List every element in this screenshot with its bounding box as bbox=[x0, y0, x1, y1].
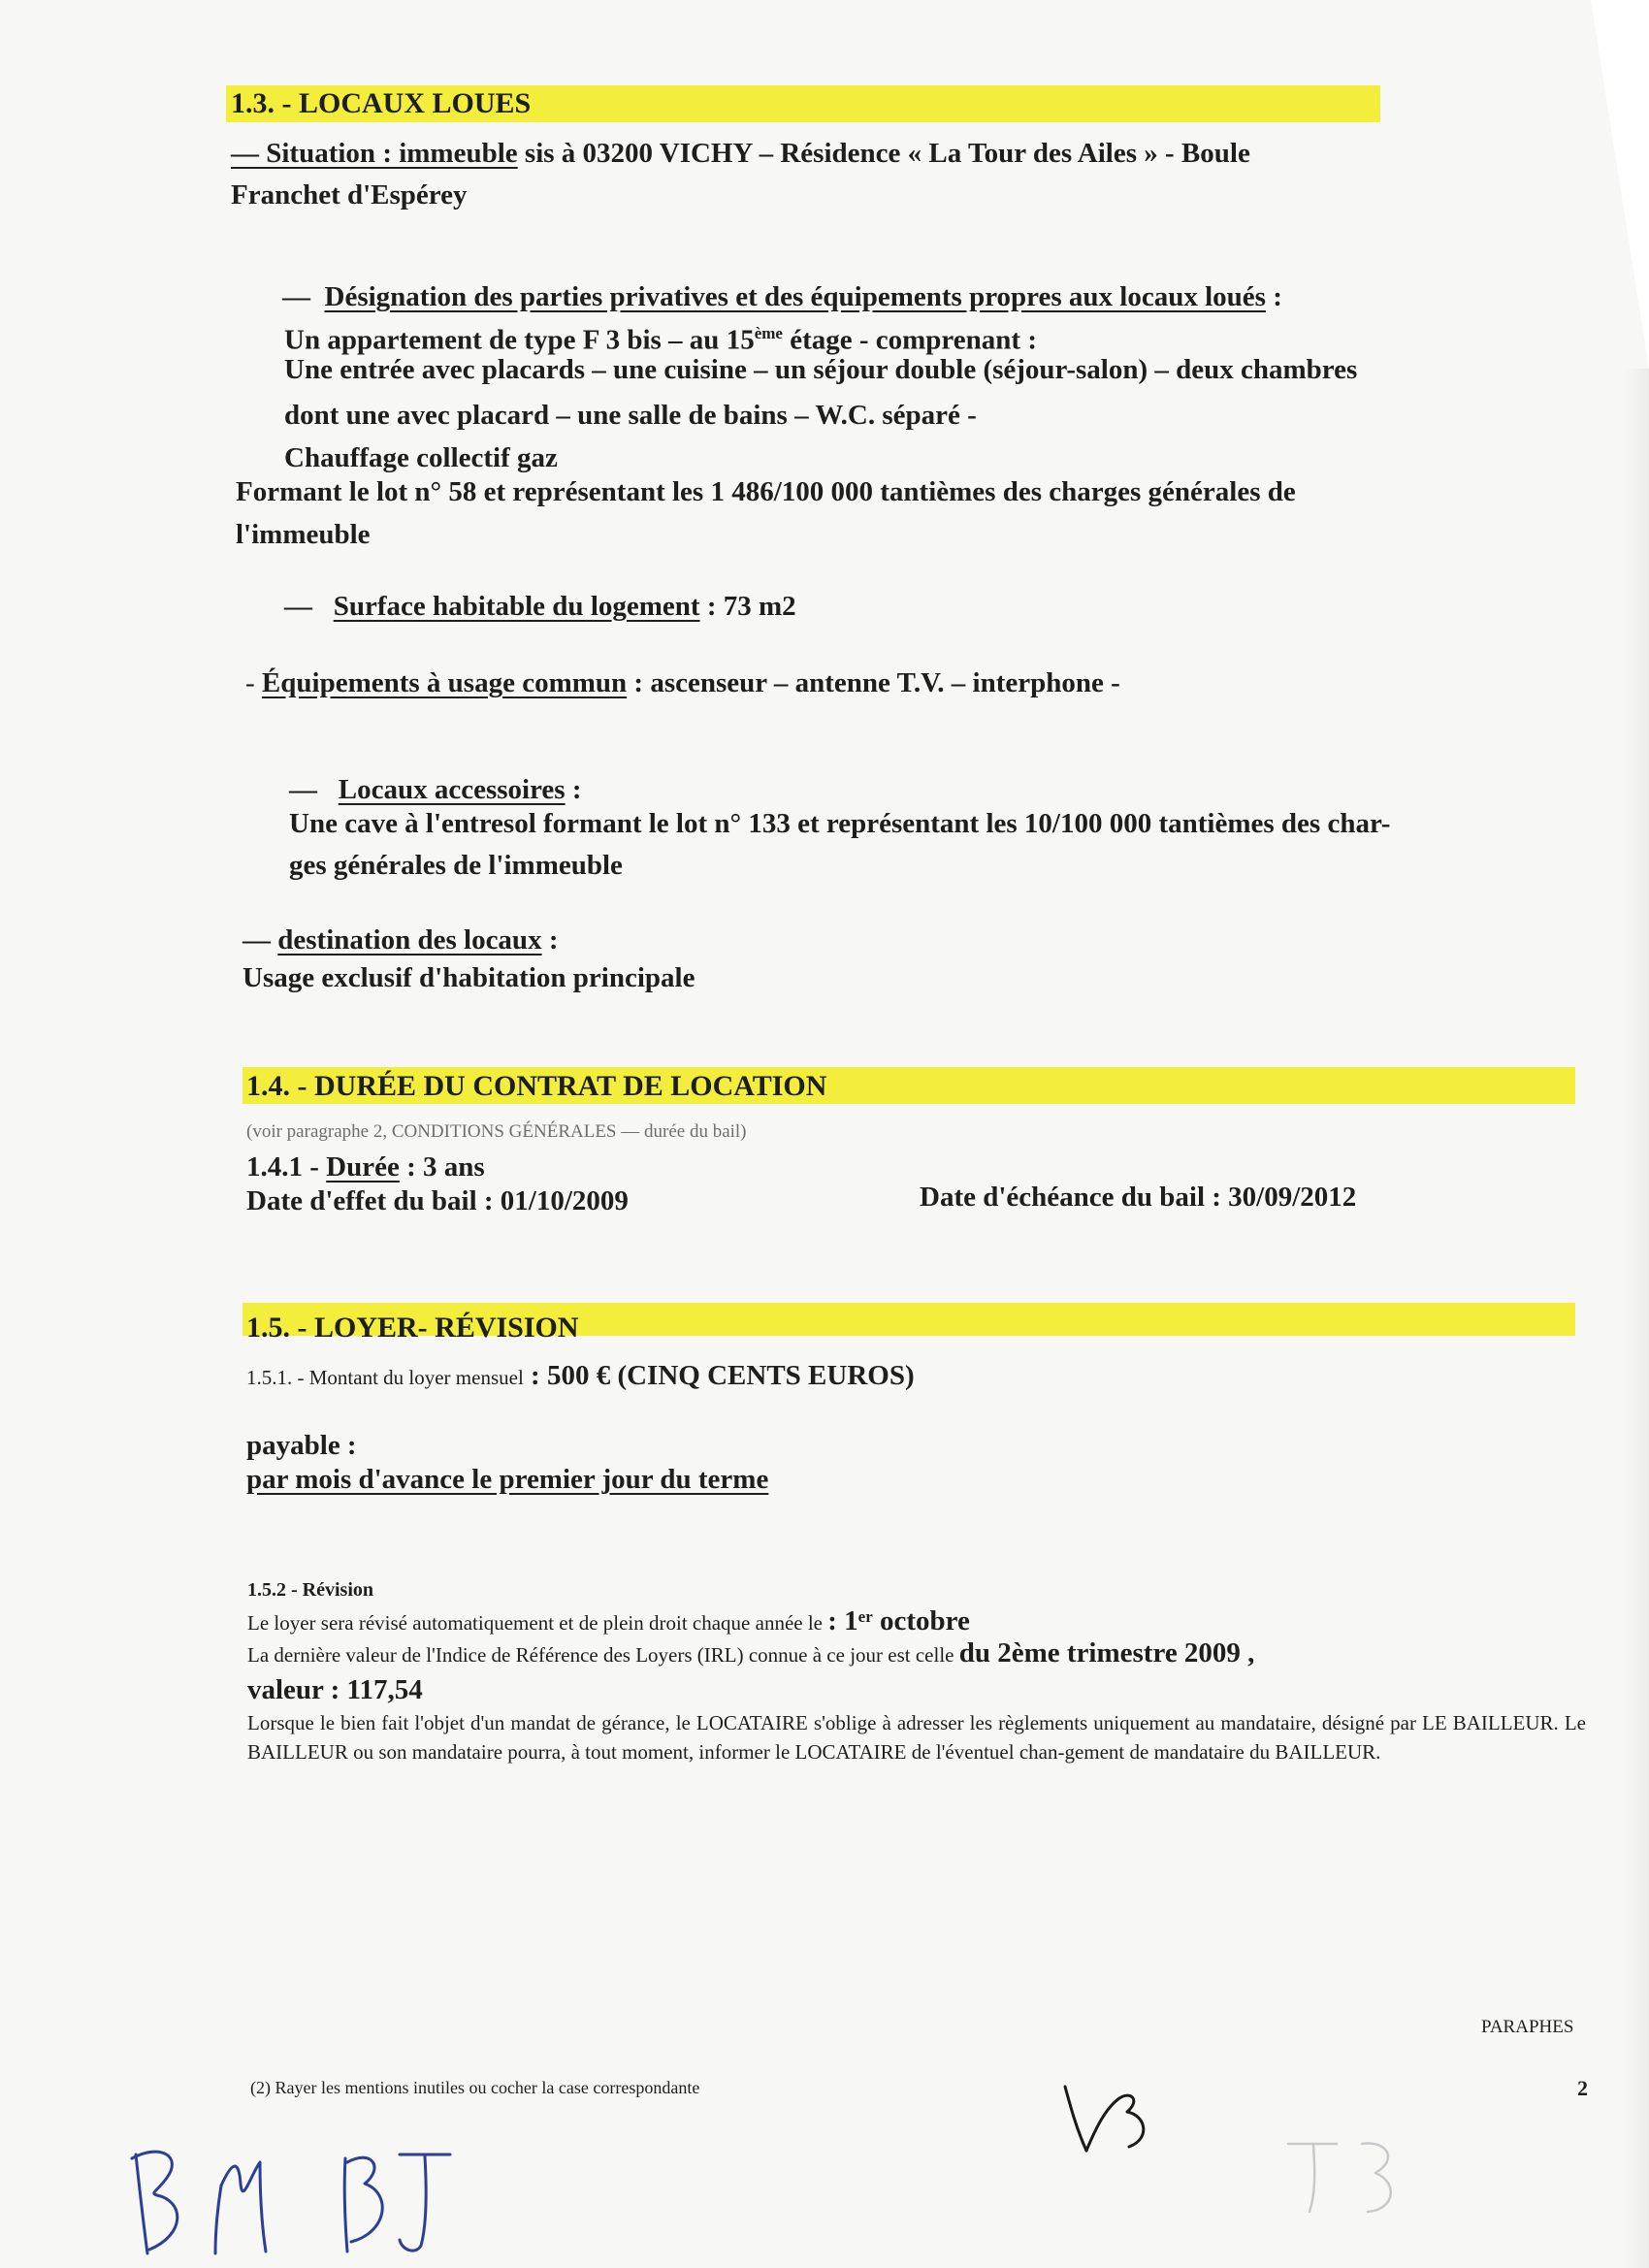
footer-note: (2) Rayer les mentions inutiles ou cocher la case correspondante bbox=[250, 2078, 700, 2097]
lot-line-1: Formant le lot n° 58 et représentant les 1 486/100 000 tantièmes des charges générales de bbox=[236, 476, 1296, 507]
accessoires-label: Locaux accessoires bbox=[338, 774, 566, 805]
revision-text: Le loyer sera révisé automatiquement et de plein droit chaque année le bbox=[247, 1611, 828, 1635]
accessoires-line-1: Une cave à l'entresol formant le lot n° 133 et représentant les 10/100 000 tantièmes des char- bbox=[289, 808, 1391, 839]
section-13-title: 1.3. - LOCAUX LOUES bbox=[231, 87, 532, 119]
date-effet: Date d'effet du bail : 01/10/2009 bbox=[246, 1185, 629, 1216]
accessoires-line-2: ges générales de l'immeuble bbox=[289, 850, 623, 881]
paraphes-label: PARAPHES bbox=[1481, 2017, 1574, 2037]
revision-day: 1 bbox=[844, 1605, 858, 1636]
designation-line-1 bbox=[284, 324, 1037, 357]
surface-value: : 73 m2 bbox=[699, 591, 796, 622]
irl-line bbox=[247, 1637, 1254, 1669]
surface-line: — Surface habitable du logement : 73 m2 bbox=[284, 591, 796, 622]
surface-label: Surface habitable du logement bbox=[333, 591, 700, 622]
page-number: 2 bbox=[1577, 2076, 1588, 2100]
designation-line-1-rest: étage - comprenant : bbox=[782, 324, 1037, 356]
lot-line-2: l'immeuble bbox=[236, 519, 371, 550]
handwritten-initials-2 bbox=[1057, 2079, 1164, 2161]
accessoires-colon: : bbox=[565, 774, 582, 805]
revision-title: 1.5.2 - Révision bbox=[247, 1579, 373, 1601]
irl-text: La dernière valeur de l'Indice de Référence des Loyers (IRL) connue à ce jour est celle bbox=[247, 1643, 959, 1667]
situation-label: — Situation : immeuble bbox=[231, 138, 518, 169]
duree-line bbox=[246, 1151, 485, 1183]
page-edge bbox=[1622, 369, 1649, 2268]
montant-value: : 500 € (CINQ CENTS EUROS) bbox=[523, 1360, 915, 1391]
destination-label: destination des locaux bbox=[277, 924, 542, 956]
payable-label: payable : bbox=[246, 1430, 357, 1461]
duree-value: : 3 ans bbox=[399, 1151, 485, 1183]
designation-line-3: dont une avec placard – une salle de bains – W.C. séparé - bbox=[284, 400, 977, 431]
montant-label: 1.5.1. - Montant du loyer mensuel bbox=[246, 1366, 524, 1389]
duree-label: Durée bbox=[326, 1151, 400, 1183]
designation-label: Désignation des parties privatives et des équipements propres aux locaux loués bbox=[324, 281, 1266, 312]
duree-note: (voir paragraphe 2, CONDITIONS GÉNÉRALES — durée du bail) bbox=[246, 1121, 747, 1142]
equip-label: Équipements à usage commun bbox=[261, 667, 628, 698]
folded-corner bbox=[1591, 0, 1649, 369]
destination-colon: : bbox=[541, 924, 559, 956]
destination-value: Usage exclusif d'habitation principale bbox=[242, 962, 695, 993]
duree-prefix: 1.4.1 - bbox=[246, 1151, 327, 1183]
equip-value: : ascenseur – antenne T.V. – interphone - bbox=[627, 667, 1120, 698]
handwritten-initials-1 bbox=[114, 2137, 483, 2268]
designation-line-1-sup: ème bbox=[754, 324, 783, 342]
section-15-title: 1.5. - LOYER- RÉVISION bbox=[246, 1312, 579, 1344]
destination-heading: — destination des locaux : bbox=[242, 924, 559, 956]
situation-line bbox=[231, 138, 1250, 170]
revision-colon: : bbox=[827, 1605, 845, 1636]
payable-terms: par mois d'avance le premier jour du terme bbox=[246, 1464, 769, 1495]
situation-text: sis à 03200 VICHY – Résidence « La Tour des Ailes » - Boule bbox=[517, 138, 1250, 169]
situation-line-2: Franchet d'Espérey bbox=[231, 179, 468, 211]
revision-day-sup: er bbox=[857, 1607, 873, 1626]
designation-line-2: Une entrée avec placards – une cuisine – un séjour double (séjour-salon) – deux chambres bbox=[284, 354, 1358, 385]
revision-line bbox=[247, 1605, 970, 1637]
designation-heading: — Désignation des parties privatives et des équipements propres aux locaux loués : bbox=[282, 281, 1282, 312]
accessoires-heading: — Locaux accessoires : bbox=[289, 774, 582, 805]
irl-value: valeur : 117,54 bbox=[247, 1674, 423, 1705]
designation-line-1-text: Un appartement de type F 3 bis – au 15 bbox=[284, 324, 755, 356]
designation-colon: : bbox=[1265, 281, 1282, 312]
irl-period: du 2ème trimestre 2009 , bbox=[958, 1637, 1255, 1669]
mandat-paragraph: Lorsque le bien fait l'objet d'un mandat de gérance, le LOCATAIRE s'oblige à adresser les règlements uniquement au mandataire, désigné par LE BAILLEUR. Le BAILLEUR ou son mandataire pourra, à tout moment, informer le LOCATAIRE de l'éventuel chan-gement de mandataire du BAILLEUR. bbox=[247, 1711, 1586, 1764]
montant-line bbox=[246, 1360, 915, 1392]
designation-line-4: Chauffage collectif gaz bbox=[284, 442, 558, 473]
section-14-title: 1.4. - DURÉE DU CONTRAT DE LOCATION bbox=[246, 1070, 827, 1102]
revision-month: octobre bbox=[872, 1605, 970, 1636]
equipements-line: - Équipements à usage commun : ascenseur – antenne T.V. – interphone - bbox=[245, 667, 1120, 698]
date-echeance: Date d'échéance du bail : 30/09/2012 bbox=[920, 1182, 1357, 1213]
faint-handwriting bbox=[1278, 2134, 1424, 2226]
